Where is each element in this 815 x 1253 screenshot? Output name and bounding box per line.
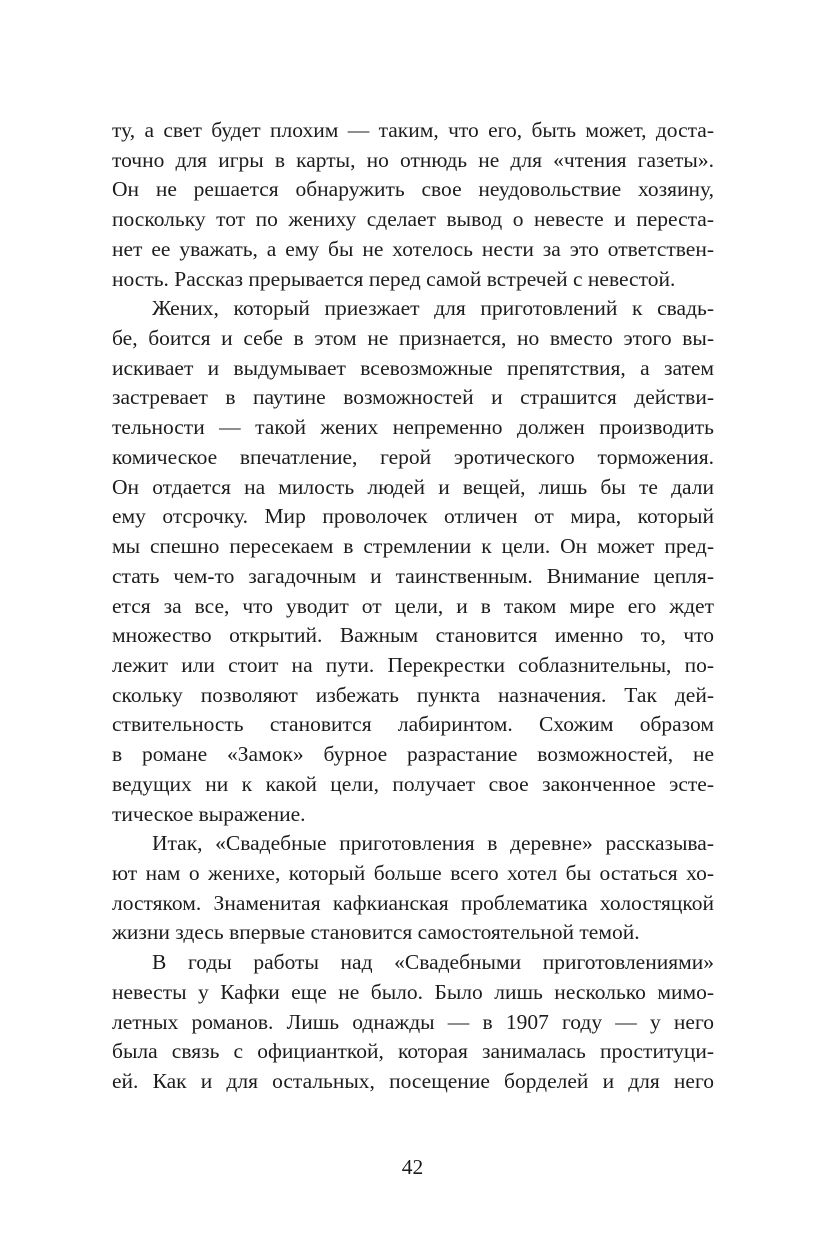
page-body bbox=[112, 116, 714, 1097]
text-line: тельности — такой жених непременно должен производить bbox=[112, 415, 714, 440]
text-line: лежит или стоит на пути. Перекрестки соблазнительны, по- bbox=[112, 652, 714, 677]
text-line: Он отдается на милость людей и вещей, лишь бы те дали bbox=[112, 474, 714, 499]
text-line: невесты у Кафки еще не было. Было лишь несколько мимо- bbox=[112, 979, 714, 1004]
text-line: ей. Как и для остальных, посещение борделей и для него bbox=[112, 1069, 714, 1093]
text-line: тическое выражение. bbox=[112, 801, 306, 826]
text-line: жизни здесь впервые становится самостоятельной темой. bbox=[112, 920, 640, 945]
text-line: лостяком. Знаменитая кафкианская проблематика холостяцкой bbox=[112, 890, 714, 915]
text-line: была связь с официанткой, которая занималась проституци- bbox=[112, 1039, 714, 1064]
paragraph bbox=[112, 294, 714, 829]
text-line: Жених, который приезжает для приготовлений к свадь- bbox=[152, 296, 714, 321]
text-line: ют нам о женихе, который больше всего хотел бы остаться хо- bbox=[112, 860, 714, 885]
text-line: мы спешно пересекаем в стремлении к цели. Он может пред- bbox=[112, 534, 714, 559]
text-line: стать чем-то загадочным и таинственным. Внимание цепля- bbox=[112, 563, 714, 588]
text-line: застревает в паутине возможностей и страшится действи- bbox=[112, 385, 714, 410]
paragraph bbox=[112, 116, 714, 294]
text-line: ется за все, что уводит от цели, и в таком мире его ждет bbox=[112, 593, 714, 618]
text-line: Он не решается обнаружить свое неудовольствие хозяину, bbox=[112, 177, 714, 202]
text-line: В годы работы над «Свадебными приготовлениями» bbox=[152, 950, 714, 975]
paragraph bbox=[112, 829, 714, 948]
text-line: ность. Рассказ прерывается перед самой встречей с невестой. bbox=[112, 266, 676, 291]
text-line: ведущих ни к какой цели, получает свое законченное эсте- bbox=[112, 771, 714, 796]
text-line: поскольку тот по жениху сделает вывод о невесте и переста- bbox=[112, 207, 714, 232]
paragraph bbox=[112, 948, 714, 1097]
text-line: скольку позволяют избежать пункта назначения. Так дей- bbox=[112, 682, 714, 707]
text-line: бе, боится и себе в этом не признается, но вместо этого вы- bbox=[112, 326, 714, 351]
text-line: летных романов. Лишь однажды — в 1907 году — у него bbox=[112, 1009, 714, 1034]
text-line: ему отсрочку. Мир проволочек отличен от мира, который bbox=[112, 504, 714, 529]
text-line: множество открытий. Важным становится именно то, что bbox=[112, 623, 714, 648]
text-line: ту, а свет будет плохим — таким, что его, быть может, доста- bbox=[112, 118, 714, 142]
text-line: искивает и выдумывает всевозможные препятствия, а затем bbox=[112, 355, 714, 380]
text-line: Итак, «Свадебные приготовления в деревне» рассказыва- bbox=[152, 831, 714, 856]
page-number: 42 bbox=[401, 1155, 424, 1179]
text-line: нет ее уважать, а ему бы не хотелось нести за это ответствен- bbox=[112, 236, 714, 261]
text-line: комическое впечатление, герой эротического торможения. bbox=[112, 444, 714, 469]
text-line: ствительность становится лабиринтом. Схожим образом bbox=[112, 712, 714, 737]
text-line: точно для игры в карты, но отнюдь не для «чтения газеты». bbox=[112, 147, 714, 172]
text-line: в романе «Замок» бурное разрастание возможностей, не bbox=[112, 742, 714, 767]
